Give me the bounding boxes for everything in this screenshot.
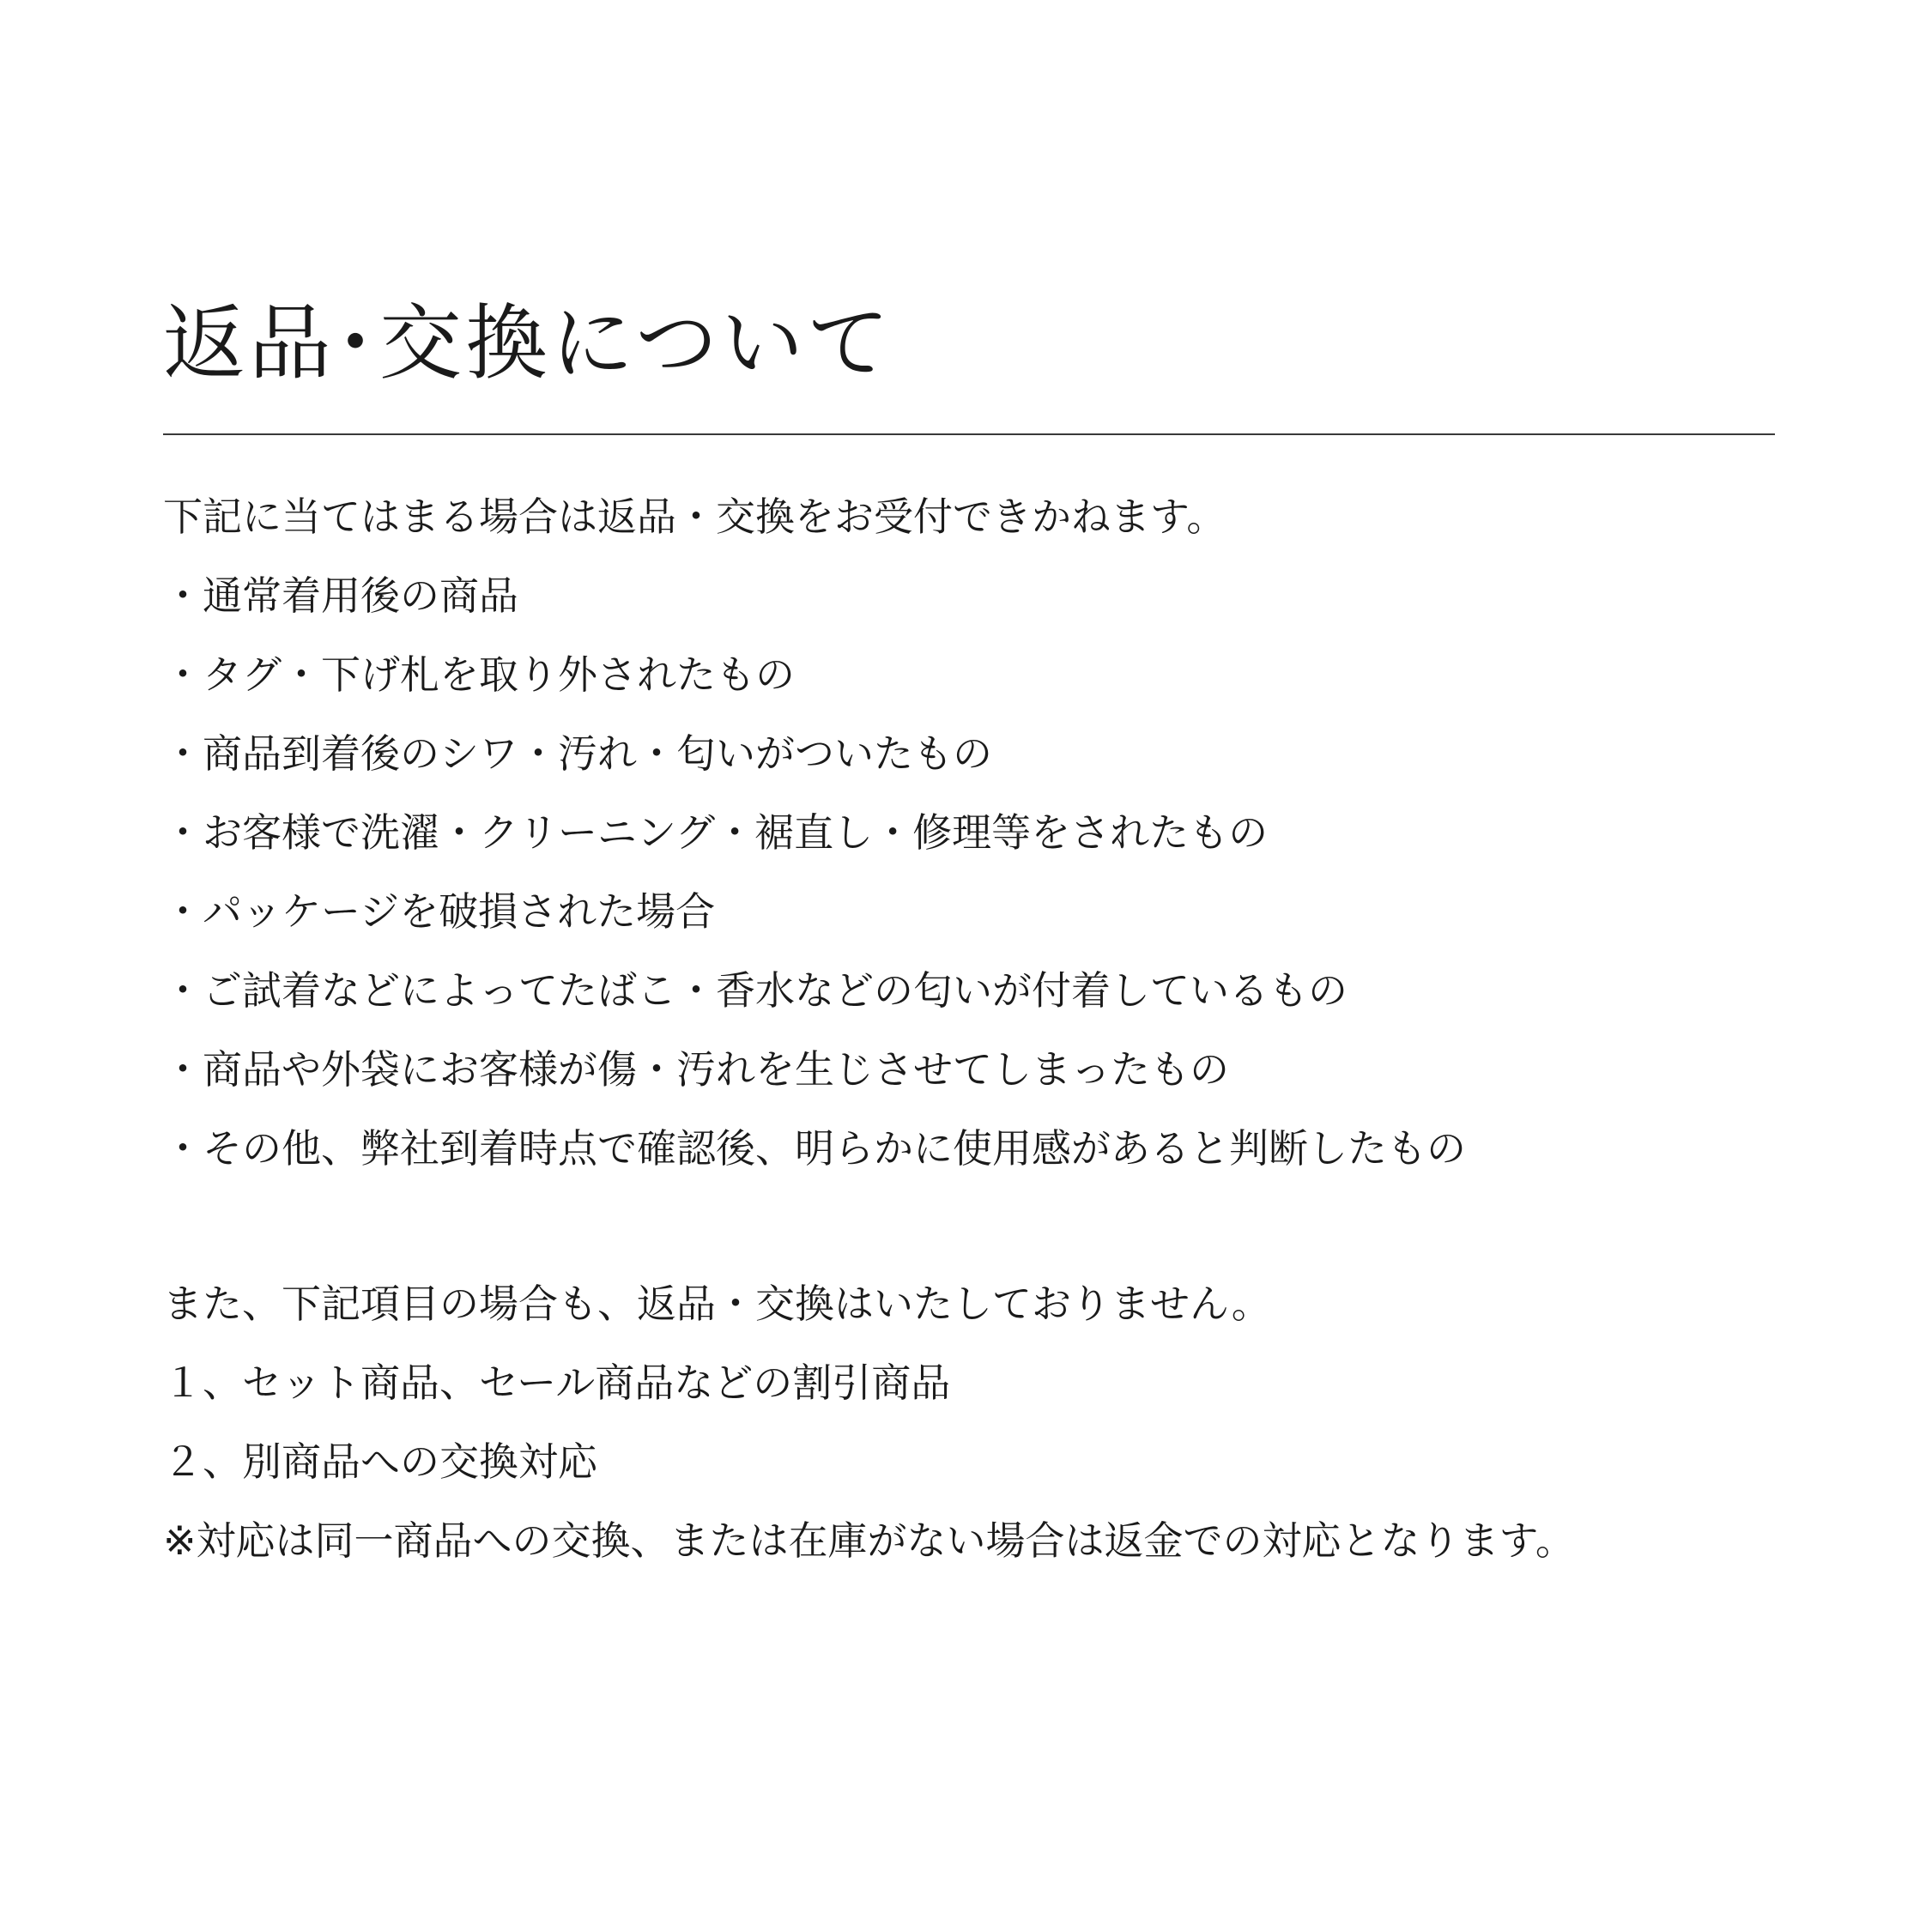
condition-item: ・パッケージを破損された場合 (163, 888, 716, 935)
conditions-intro: 下記に当てはまる場合は返品・交換をお受付できかねます。 (163, 494, 1226, 540)
condition-item: ・商品や外袋にお客様が傷・汚れを生じさせてしまったもの (163, 1046, 1229, 1093)
non-returnable-conditions (163, 489, 1466, 1200)
condition-item: ・お客様で洗濯・クリーニング・裾直し・修理等をされたもの (163, 809, 1269, 856)
additional-exclusions (163, 1276, 1575, 1592)
condition-item: ・ご試着などによってたばこ・香水などの匂いが付着しているもの (163, 967, 1348, 1014)
exclusion-note: ※対応は同一商品への交換、または在庫がない場合は返金での対応となります。 (163, 1517, 1575, 1564)
condition-item: ・タグ・下げ札を取り外されたもの (163, 651, 795, 698)
condition-item: ・通常着用後の商品 (163, 572, 518, 619)
exclusions-intro: また、下記項目の場合も、返品・交換はいたしておりません。 (163, 1281, 1271, 1327)
page-title: 返品･交換について (163, 295, 893, 391)
condition-item: ・その他、弊社到着時点で確認後、明らかに使用感があると判断したもの (163, 1125, 1466, 1172)
exclusion-item: １、セット商品、セール商品などの割引商品 (163, 1360, 951, 1406)
exclusion-item: ２、別商品への交換対応 (163, 1438, 597, 1485)
condition-item: ・商品到着後のシワ・汚れ・匂いがついたもの (163, 730, 992, 777)
title-divider (163, 433, 1775, 435)
